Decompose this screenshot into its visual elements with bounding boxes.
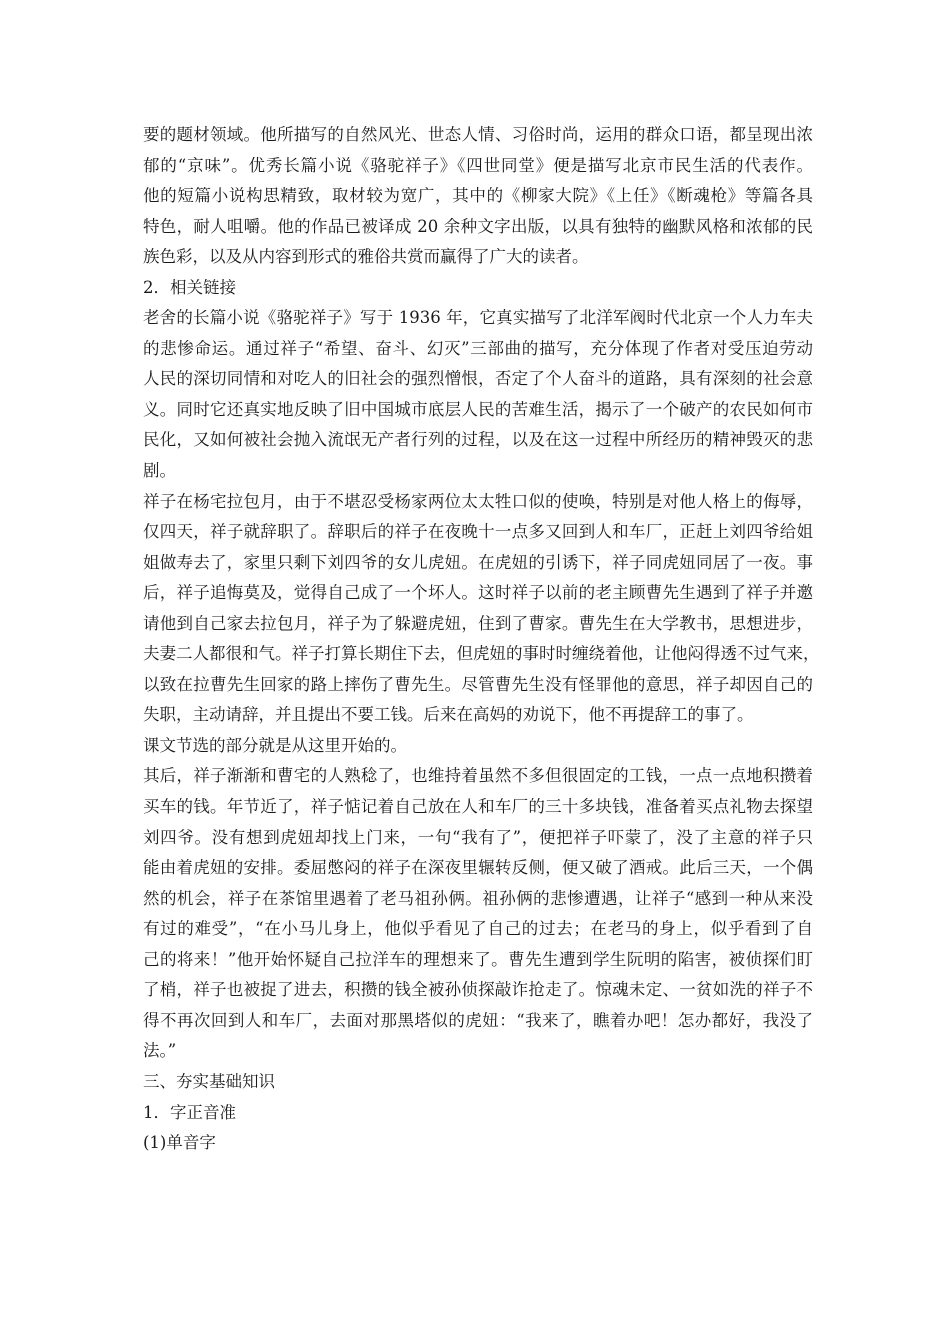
text-line: 民化，又如何被社会抛入流氓无产者行列的过程，以及在这一过程中所经历的精神毁灭的悲 <box>143 430 813 450</box>
section-heading: 三、夯实基础知识 <box>143 1071 275 1091</box>
text-line: 仅四天，祥子就辞职了。辞职后的祥子在夜晚十一点多又回到人和车厂，正赶上刘四爷给姐 <box>143 522 813 542</box>
section-heading: 2．相关链接 <box>143 277 236 297</box>
text-line: 族色彩，以及从内容到形式的雅俗共赏而赢得了广大的读者。 <box>143 247 589 267</box>
text-line: 刘四爷。没有想到虎妞却找上门来，一句“我有了”，便把祥子吓蒙了，没了主意的祥子只 <box>143 827 813 847</box>
text-line: 能由着虎妞的安排。委屈憋闷的祥子在深夜里辗转反侧，便又破了酒戒。此后三天，一个偶 <box>143 858 813 878</box>
text-line: 后，祥子追悔莫及，觉得自己成了一个坏人。这时祥子以前的老主顾曹先生遇到了祥子并邀 <box>143 583 813 603</box>
text-line: 剧。 <box>143 461 176 481</box>
text-line: 郁的“京味”。优秀长篇小说《骆驼祥子》《四世同堂》便是描写北京市民生活的代表作。 <box>143 155 813 175</box>
text-line: 特色，耐人咀嚼。他的作品已被译成 20 余种文字出版，以具有独特的幽默风格和浓郁的民 <box>143 216 813 236</box>
text-line: 法。” <box>143 1041 177 1061</box>
text-line: 义。同时它还真实地反映了旧中国城市底层人民的苦难生活，揭示了一个破产的农民如何市 <box>143 399 813 419</box>
text-line: 祥子在杨宅拉包月，由于不堪忍受杨家两位太太牲口似的使唤，特别是对他人格上的侮辱， <box>143 491 813 511</box>
text-line: 有过的难受”，“在小马儿身上，他似乎看见了自己的过去；在老马的身上，似乎看到了自 <box>143 919 813 939</box>
text-line: 人民的深切同情和对吃人的旧社会的强烈憎恨，否定了个人奋斗的道路，具有深刻的社会意 <box>143 369 813 389</box>
text-line: 买车的钱。年节近了，祥子惦记着自己放在人和车厂的三十多块钱，准备着买点礼物去探望 <box>143 797 813 817</box>
text-line: 了梢，祥子也被捉了进去，积攒的钱全被孙侦探敲诈抢走了。惊魂未定、一贫如洗的祥子不 <box>143 980 813 1000</box>
text-line: 他的短篇小说构思精致，取材较为宽广，其中的《柳家大院》《上任》《断魂枪》等篇各具 <box>143 186 813 206</box>
text-line: 己的将来！”他开始怀疑自己拉洋车的理想来了。曹先生遭到学生阮明的陷害，被侦探们盯 <box>143 949 813 969</box>
text-line: 姐做寿去了，家里只剩下刘四爷的女儿虎妞。在虎妞的引诱下，祥子同虎妞同居了一夜。事 <box>143 552 813 572</box>
text-line: 课文节选的部分就是从这里开始的。 <box>143 735 407 755</box>
text-line: 的悲惨命运。通过祥子“希望、奋斗、幻灭”三部曲的描写，充分体现了作者对受压迫劳动 <box>143 338 813 358</box>
text-line: 夫妻二人都很和气。祥子打算长期住下去，但虎妞的事时时缠绕着他，让他闷得透不过气来， <box>143 644 820 664</box>
subsection-heading: 1．字正音准 <box>143 1102 236 1122</box>
text-line: 以致在拉曹先生回家的路上摔伤了曹先生。尽管曹先生没有怪罪他的意思，祥子却因自己的 <box>143 674 813 694</box>
subsection-heading: (1)单音字 <box>143 1133 216 1153</box>
text-line: 要的题材领域。他所描写的自然风光、世态人情、习俗时尚，运用的群众口语，都呈现出浓 <box>143 125 813 144</box>
text-line: 然的机会，祥子在茶馆里遇着了老马祖孙俩。祖孙俩的悲惨遭遇，让祥子“感到一种从来没 <box>143 888 813 908</box>
text-line: 请他到自己家去拉包月，祥子为了躲避虎妞，住到了曹家。曹先生在大学教书，思想进步， <box>143 613 813 633</box>
text-line: 其后，祥子渐渐和曹宅的人熟稔了，也维持着虽然不多但很固定的工钱，一点一点地积攒着 <box>143 766 813 786</box>
text-line: 老舍的长篇小说《骆驼祥子》写于 1936 年，它真实描写了北洋军阀时代北京一个人力车夫 <box>143 308 813 328</box>
text-line: 失职，主动请辞，并且提出不要工钱。后来在高妈的劝说下，他不再提辞工的事了。 <box>143 705 754 725</box>
text-line: 得不再次回到人和车厂，去面对那黑塔似的虎妞：“我来了，瞧着办吧！怎办都好，我没了 <box>143 1010 813 1030</box>
document-body <box>143 120 820 1159</box>
